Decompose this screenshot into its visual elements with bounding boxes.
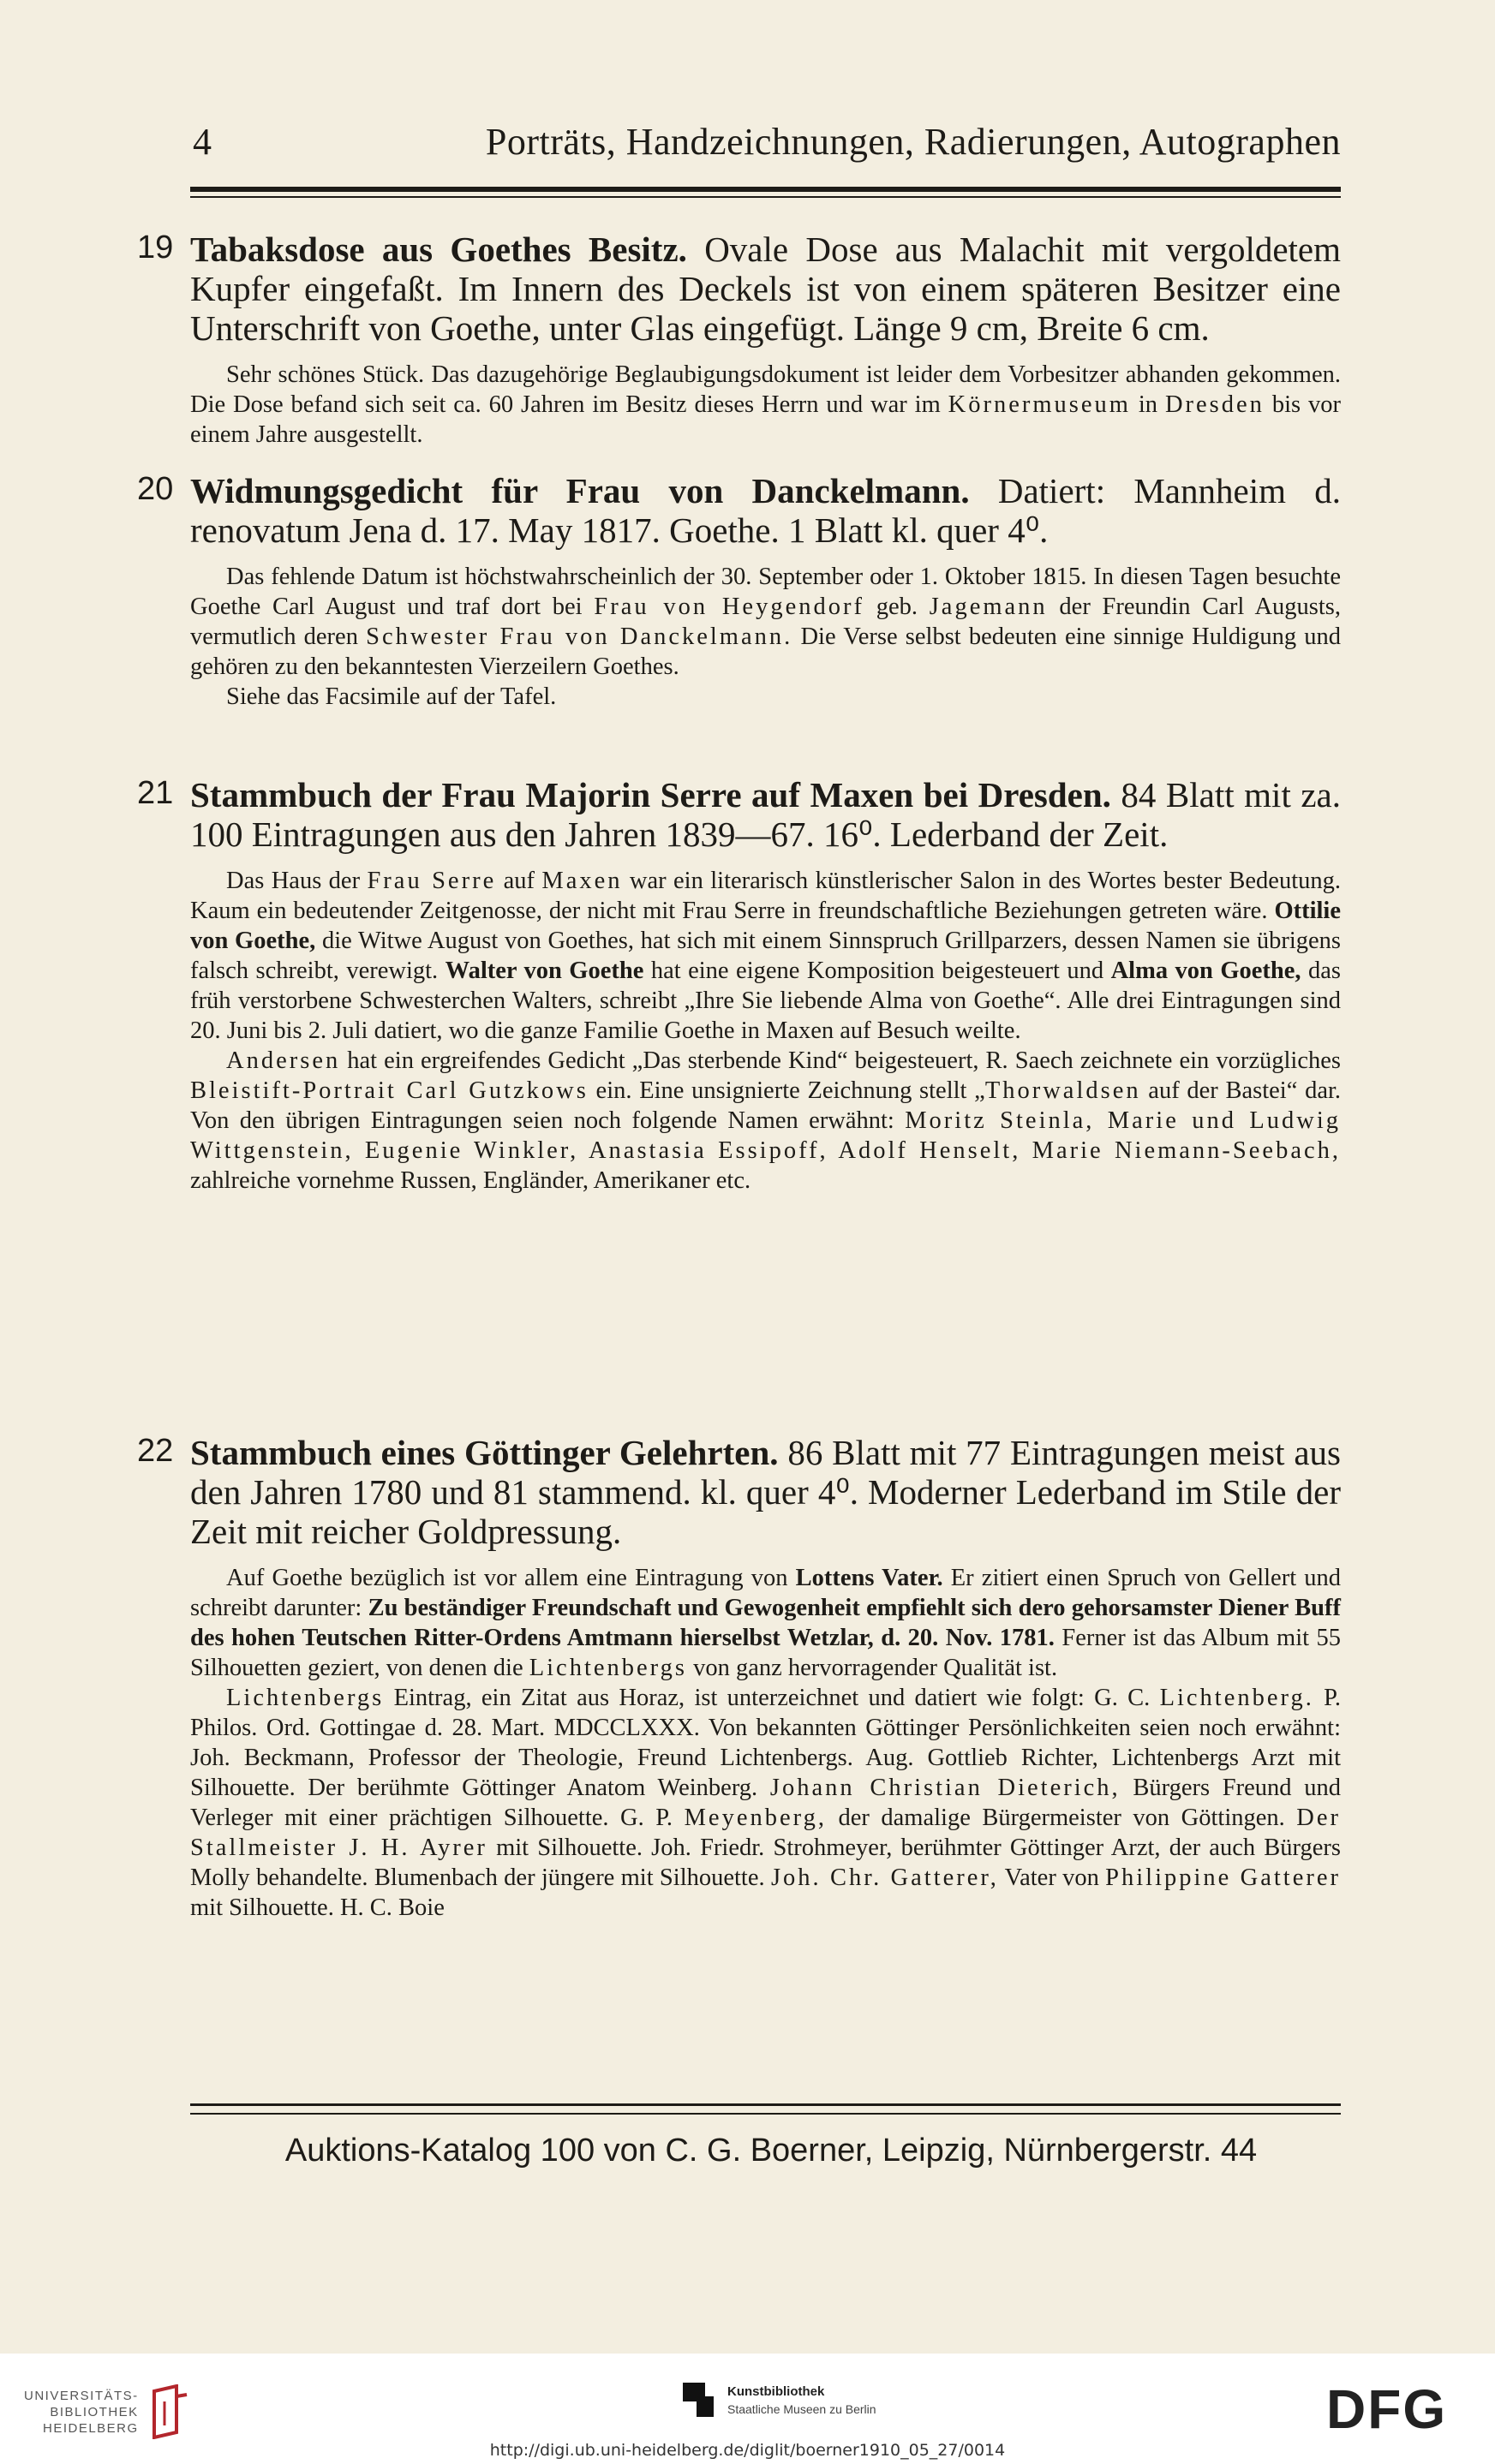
kunstbibliothek-emblem-icon xyxy=(681,2379,715,2420)
description-paragraph: Siehe das Facsimile auf der Tafel. xyxy=(226,683,557,710)
entry-heading xyxy=(190,1433,1341,1551)
entry-number: 19 xyxy=(137,230,174,265)
entry-description xyxy=(190,866,1341,1196)
header-rule-thin xyxy=(190,196,1341,198)
uni-line-3: HEIDELBERG xyxy=(42,2420,139,2436)
kunstbibliothek-logo[interactable] xyxy=(681,2379,876,2420)
uni-line-1: UNIVERSITÄTS- xyxy=(24,2388,139,2403)
page-number: 4 xyxy=(193,121,212,163)
description-paragraph: Andersen hat ein ergreifendes Gedicht „Das sterbende Kind“ beigesteuert, R. Saech zeichnete ein vorzügliches Bleistift-Portrait Carl Gutzkows ein. Eine unsignierte Zeichnung stellt „Thorwaldsen auf der Bastei“ dar. Von den übrigen Eintragungen seien noch folgende Namen erwähnt: Moritz Steinla, Marie und Ludwig Wittgenstein, Eugenie Winkler, Anastasia Essipoff, Adolf Henselt, Marie Niemann-Seebach, zahlreiche vornehme Russen, Engländer, Amerikaner etc. xyxy=(190,1047,1342,1194)
entry-number: 22 xyxy=(137,1433,174,1469)
entry-description xyxy=(190,1563,1341,1923)
running-title: Porträts, Handzeichnungen, Radierungen, Autographen xyxy=(485,121,1341,163)
description-paragraph: Auf Goethe bezüglich ist vor allem eine Eintragung von Lottens Vater. Er zitiert einen Spruch von Gellert und schreibt darunter: Zu beständiger Freundschaft und Gewogenheit empfiehlt sich dero gehorsamster Diener Buff des hohen Teutschen Ritter-Ordens Amtmann hierselbst Wetzlar, d. 20. Nov. 1781. Ferner ist das Album mit 55 Silhouetten geziert, von denen die Lichtenbergs von ganz hervorragender Qualität ist. xyxy=(190,1565,1342,1681)
entry-number: 21 xyxy=(137,775,174,811)
entry-title: Stammbuch eines Göttinger Gelehrten. xyxy=(190,1433,779,1472)
entry-description xyxy=(190,562,1341,712)
catalog-entry-21 xyxy=(137,775,1341,1196)
header-rule-thick xyxy=(190,187,1341,192)
source-url-link[interactable]: http://digi.ub.uni-heidelberg.de/diglit/boerner1910_05_27/0014 xyxy=(489,2441,1006,2460)
ub-heidelberg-emblem-icon xyxy=(147,2384,190,2439)
footer-imprint: Auktions-Katalog 100 von C. G. Boerner, Leipzig, Nürnbergerstr. 44 xyxy=(284,2133,1258,2169)
description-paragraph: Das Haus der Frau Serre auf Maxen war ein literarisch künstlerischer Salon in des Wortes bester Bedeutung. Kaum ein bedeutender Zeitgenosse, der nicht mit Frau Serre in freundschaftliche Beziehungen getreten wäre. Ottilie von Goethe, die Witwe August von Goethes, hat sich mit einem Sinnspruch Grillparzers, dessen Namen sie übrigens falsch schreibt, verewigt. Walter von Goethe hat eine eigene Komposition beigesteuert und Alma von Goethe, das früh verstorbene Schwesterchen Walters, schreibt „Ihre Sie liebende Alma von Goethe“. Alle drei Eintragungen sind 20. Juni bis 2. Juli datiert, wo die ganze Familie Goethe in Maxen auf Besuch weilte. xyxy=(190,868,1342,1044)
entry-details: 84 Blatt mit za. 100 Eintragungen aus den Jahren 1839—67. 16⁰. Lederband der Zeit. xyxy=(190,775,1342,854)
catalog-entry-19 xyxy=(137,230,1341,450)
page-header xyxy=(193,120,1341,180)
catalog-entry-20 xyxy=(137,471,1341,712)
uni-line-2: BIBLIOTHEK xyxy=(50,2404,139,2419)
entry-details: Datiert: Mannheim d. renovatum Jena d. 17. May 1817. Goethe. 1 Blatt kl. quer 4⁰. xyxy=(190,471,1342,550)
description-paragraph: Das fehlende Datum ist höchstwahrscheinlich der 30. September oder 1. Oktober 1815. In diesen Tagen besuchte Goethe Carl August und traf dort bei Frau von Heygendorf geb. Jagemann der Freundin Carl Augusts, vermutlich deren Schwester Frau von Danckelmann. Die Verse selbst bedeuten eine sinnige Huldigung und gehören zu den bekanntesten Vierzeilern Goethes. xyxy=(190,564,1342,680)
university-library-logo[interactable] xyxy=(24,2384,190,2439)
entry-details: 86 Blatt mit 77 Eintragungen meist aus den Jahren 1780 und 81 stammend. kl. quer 4⁰. Moderner Lederband im Stile der Zeit mit reicher Goldpressung. xyxy=(190,1433,1341,1551)
entry-title: Stammbuch der Frau Majorin Serre auf Maxen bei Dresden. xyxy=(190,775,1111,814)
kunstbibliothek-title: Kunstbibliothek xyxy=(727,2383,825,2399)
entry-details: Ovale Dose aus Malachit mit vergoldetem Kupfer eingefaßt. Im Innern des Deckels ist von einem späteren Besitzer eine Unterschrift von Goethe, unter Glas eingefügt. Länge 9 cm, Breite 6 cm. xyxy=(190,230,1342,348)
description-paragraph: Lichtenbergs Eintrag, ein Zitat aus Horaz, ist unterzeichnet und datiert wie folgt: G. C. Lichtenberg. P. Philos. Ord. Gottingae d. 28. Mart. MDCCLXXX. Von bekannten Göttinger Persönlichkeiten seien noch erwähnt: Joh. Beckmann, Professor der Theologie, Freund Lichtenbergs. Aug. Gottlieb Richter, Lichtenbergs Arzt mit Silhouette. Der berühmte Göttinger Anatom Weinberg. Johann Christian Dieterich, Bürgers Freund und Verleger mit einer prächtigen Silhouette. G. P. Meyenberg, der damalige Bürgermeister von Göttingen. Der Stallmeister J. H. Ayrer mit Silhouette. Joh. Friedr. Strohmeyer, berühmter Göttinger Arzt, der auch Bürgers Molly behandelte. Blumenbach der jüngere mit Silhouette. Joh. Chr. Gatterer, Vater von Philippine Gatterer mit Silhouette. H. C. Boie xyxy=(190,1685,1342,1921)
kunstbibliothek-subtitle: Staatliche Museen zu Berlin xyxy=(727,2401,876,2416)
footer-rule-top xyxy=(190,2103,1341,2106)
entry-heading xyxy=(190,471,1341,550)
description-paragraph: Sehr schönes Stück. Das dazugehörige Beglaubigungsdokument ist leider dem Vorbesitzer abhanden gekommen. Die Dose befand sich seit ca. 60 Jahren im Besitz dieses Herrn und war im Körnermuseum in Dresden bis vor einem Jahre ausgestellt. xyxy=(190,361,1341,448)
entry-title: Widmungsgedicht für Frau von Danckelmann. xyxy=(190,471,970,510)
dfg-logo[interactable]: DFG xyxy=(1326,2378,1448,2440)
entry-title: Tabaksdose aus Goethes Besitz. xyxy=(190,230,687,269)
footer-rule-bottom xyxy=(190,2113,1341,2115)
catalog-entry-22 xyxy=(137,1433,1341,1923)
entry-heading xyxy=(190,775,1341,854)
entry-heading xyxy=(190,230,1341,348)
entry-description xyxy=(190,360,1341,450)
entry-number: 20 xyxy=(137,471,174,507)
